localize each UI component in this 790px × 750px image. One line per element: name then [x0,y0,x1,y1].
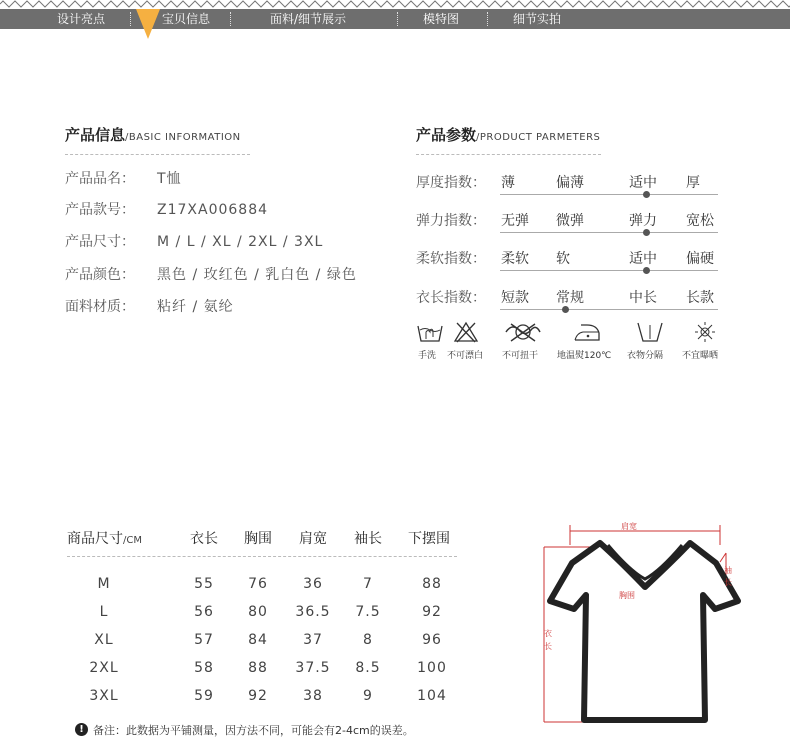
info-row-sizes [65,231,323,251]
size-cell-value: 56 [194,604,214,620]
care-label-hand-wash: 手洗 [418,351,437,361]
size-cell-value: 88 [248,660,268,676]
body-length-label-1: 衣 [544,629,552,638]
no-wring-icon [503,321,543,343]
param-option: 柔软 [501,251,529,267]
size-col-header: 肩宽 [299,531,327,547]
size-cell-label: XL [94,632,114,648]
param-option: 偏薄 [556,175,584,191]
measurement-note: 备注：此数据为平铺测量，因方法不同，可能会有2-4cm的误差。 [93,724,414,737]
nav-bar-background [0,9,790,29]
nav-item-design-highlights[interactable]: 设计亮点 [57,12,106,26]
param-selected-dot [643,267,650,274]
info-row-material [65,296,234,316]
low-iron-icon [573,321,601,343]
param-selected-dot [643,191,650,198]
size-cell-value: 80 [248,604,268,620]
size-table-title-text: 商品尺寸 [67,531,123,547]
param-option: 微弹 [556,213,584,229]
product-params-title: 产品参数 [416,126,477,144]
info-row-name [65,168,182,188]
top-navigation [0,0,790,32]
size-table-title [67,528,142,548]
param-option: 无弹 [501,213,529,229]
size-cell-value: 59 [194,688,214,704]
info-row-colors [65,264,357,284]
nav-separator [230,12,231,26]
size-cell-value: 104 [417,688,447,704]
param-label: 弹力指数： [416,213,486,229]
info-row-style-number [65,199,268,219]
size-cell-value: 88 [422,576,442,592]
param-option: 宽松 [686,213,714,229]
size-cell-value: 92 [422,604,442,620]
param-option: 常规 [556,290,584,306]
size-cell-label: 3XL [89,688,119,704]
size-col-header: 衣长 [190,531,218,547]
no-sun-icon [691,321,719,343]
param-selected-dot [643,229,650,236]
param-option: 厚 [686,175,700,191]
no-bleach-icon [452,321,480,343]
param-option: 软 [556,251,570,267]
table-divider [67,556,457,557]
info-label: 面料材质： [65,299,135,315]
size-cell-value: 8 [363,632,373,648]
info-value: 黑色 / 玫红色 / 乳白色 / 绿色 [157,267,357,283]
param-option: 适中 [629,175,657,191]
param-selected-dot [562,306,569,313]
nav-item-model-photos[interactable]: 模特图 [423,12,460,26]
info-value: T恤 [157,171,182,187]
param-scale-line [500,194,718,195]
nav-item-product-info[interactable]: 宝贝信息 [162,12,211,26]
param-option: 偏硬 [686,251,714,267]
param-option: 弹力 [629,213,657,229]
param-scale-line [500,232,718,233]
care-label-wash-separately: 衣物分隔 [627,351,664,361]
size-cell-value: 37 [303,632,323,648]
product-params-subtitle: /PRODUCT PARMETERS [476,132,601,143]
sleeve-length-label-1: 袖 [724,566,732,575]
size-cell-value: 7 [363,576,373,592]
param-scale-line [500,309,718,310]
size-cell-value: 96 [422,632,442,648]
nav-separator [397,12,398,26]
size-table-unit: /CM [123,535,142,546]
param-label: 衣长指数： [416,290,486,306]
nav-separator [487,12,488,26]
param-option: 短款 [501,290,529,306]
care-label-low-iron: 地温熨120℃ [557,351,612,361]
size-col-header: 下摆围 [408,531,450,547]
size-col-header: 胸围 [244,531,272,547]
size-cell-value: 57 [194,632,214,648]
product-info-heading [65,124,241,145]
wash-separately-icon [636,321,664,343]
size-cell-label: L [99,604,109,620]
nav-item-fabric-details[interactable]: 面料/细节展示 [270,12,347,26]
warning-icon: ! [75,723,88,736]
size-cell-value: 84 [248,632,268,648]
shoulder-width-label: 肩宽 [621,522,637,531]
tshirt-measurement-diagram [530,515,760,735]
care-label-no-wring: 不可扭干 [502,351,539,361]
divider [65,154,250,155]
info-value: M / L / XL / 2XL / 3XL [157,234,324,250]
hand-wash-icon [416,321,444,343]
divider [416,154,601,155]
active-tab-indicator-icon [136,9,160,39]
product-info-title: 产品信息 [65,126,126,144]
info-value: 粘纤 / 氨纶 [157,299,234,315]
decorative-zigzag-border [0,0,790,8]
size-cell-label: 2XL [89,660,119,676]
product-info-subtitle: /BASIC INFORMATION [125,132,241,143]
size-cell-value: 76 [248,576,268,592]
size-cell-value: 38 [303,688,323,704]
size-col-header: 袖长 [354,531,382,547]
size-cell-value: 55 [194,576,214,592]
size-cell-value: 37.5 [295,660,331,676]
info-value: Z17XA006884 [157,202,269,218]
size-cell-value: 36.5 [295,604,331,620]
param-option: 适中 [629,251,657,267]
size-cell-value: 58 [194,660,214,676]
size-cell-value: 92 [248,688,268,704]
size-cell-value: 100 [417,660,447,676]
param-scale-line [500,270,718,271]
nav-item-detail-photos[interactable]: 细节实拍 [513,12,562,26]
size-cell-value: 9 [363,688,373,704]
param-option: 长款 [686,290,714,306]
param-option: 中长 [629,290,657,306]
chest-label: 胸围 [619,591,635,600]
info-label: 产品款号： [65,202,135,218]
info-label: 产品品名： [65,171,135,187]
param-label: 柔软指数： [416,251,486,267]
nav-separator [130,12,131,26]
param-label: 厚度指数： [416,175,486,191]
body-length-label-2: 长 [544,642,552,651]
info-label: 产品尺寸： [65,234,135,250]
care-label-no-sun: 不宜曝晒 [682,351,719,361]
info-label: 产品颜色： [65,267,135,283]
tshirt-diagram-graphic [530,515,760,735]
sleeve-length-label-2: 长 [724,578,732,587]
size-cell-value: 8.5 [355,660,381,676]
size-cell-label: M [97,576,111,592]
product-params-heading [416,124,600,145]
size-cell-value: 7.5 [355,604,381,620]
size-cell-value: 36 [303,576,323,592]
param-option: 薄 [501,175,515,191]
care-label-no-bleach: 不可漂白 [447,351,484,361]
